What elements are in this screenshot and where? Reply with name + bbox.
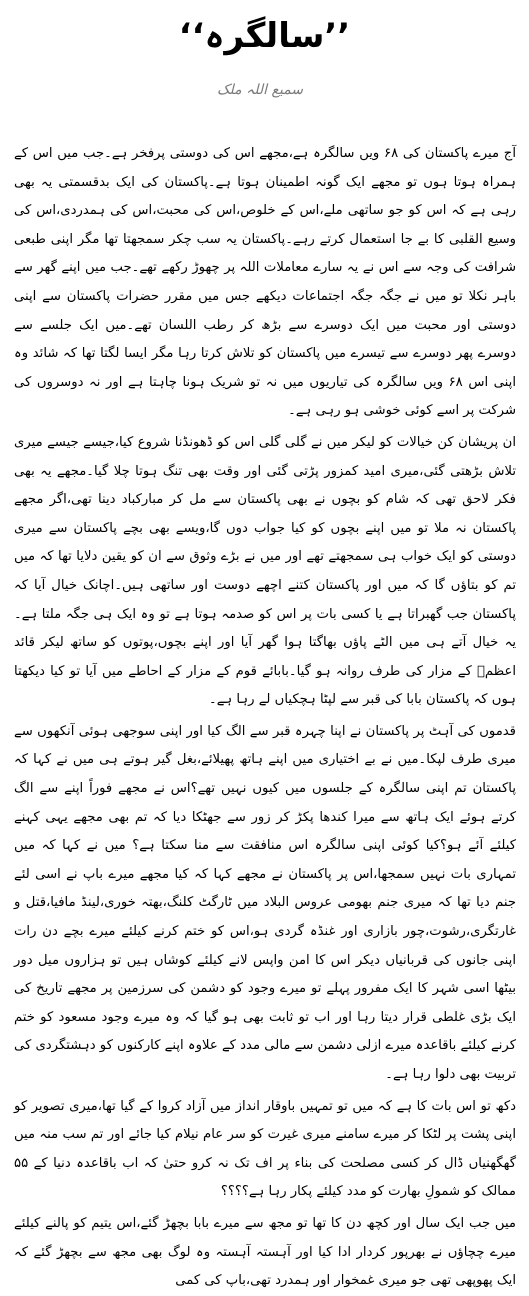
- paragraph-2: ان پریشان کن خیالات کو لیکر میں نے گلی گلی اس کو ڈھونڈنا شروع کیا،جیسے جیسے میری تلاش بڑھتی گئی،میری امید کمزور پڑتی گئی اور وقت بھی تنگ ہوتا چلا گیا۔مجھے یہ بھی فکر لاحق تھی کہ شام کو بچوں نے بھی پاکستان سے مل کر مبارکباد دینا تھی،اگر مجھے پاکستان نہ ملا تو میں اپنے بچوں کو کیا جواب دوں گا،ویسے بھی بچے پاکستان سے میری دوستی کو ایک خواب ہی سمجھتے تھے اور میں نے بڑے وثوق سے ان کو یقین دلایا تھا کہ میں تم کو بتاؤں گا کہ میں اور پاکستان کتنے اچھے دوست اور ساتھی ہیں۔اچانک خیال آیا کہ پاکستان جب گھبراتا ہے یا کسی بات پر اس کو صدمہ ہوتا ہے تو وہ ایک ہی جگہ ملتا ہے۔یہ خیال آتے ہی میں الٹے پاؤں بھاگتا ہوا گھر آیا اور اپنے بچوں،پوتوں کو ساتھ لیکر قائد اعظمؒ کے مزار کی طرف روانہ ہو گیا۔بابائے قوم کے مزار کے احاطے میں آیا تو کیا دیکھتا ہوں کہ پاکستان بابا کی قبر سے لپٹا ہچکیاں لے رہا ہے۔: [14, 434, 516, 708]
- article-title: ’’سالگرہ‘‘: [178, 16, 351, 56]
- paragraph-5: میں جب ایک سال اور کچھ دن کا تھا تو مجھ سے میرے بابا بچھڑ گئے،اس یتیم کو پالنے کیلئے میرے چچاؤں نے بھرپور کردار ادا کیا اور آہستہ آہستہ وہ لوگ بھی مجھ سے بچھڑ گئے کہ ایک پھوپھی تھی جو میری غمخوار اور ہمدرد تھی،باپ کی کمی: [14, 1215, 516, 1289]
- paragraph-4: دکھ تو اس بات کا ہے کہ میں تو تمہیں باوقار انداز میں آزاد کروا کے گیا تھا،میری تصویر کو اپنی پشت پر لٹکا کر میرے سامنے میری غیرت کو سر عام نیلام کیا جائے اور تم سب منہ میں گھگھنیاں ڈال کر کسی مصلحت کی بناء پر اف تک نہ کرو حتیٰ کہ اب باقاعدہ دنیا کے ۵۵ ممالک کو شمولِ بھارت کو مدد کیلئے پکار رہا ہے؟؟؟؟: [14, 1098, 516, 1200]
- paragraph-3: قدموں کی آہٹ پر پاکستان نے اپنا چہرہ قبر سے الگ کیا اور اپنی سوجھی ہوئی آنکھوں سے میری طرف لپکا۔میں نے بے اختیاری میں اپنے ہاتھ پھیلائے،بغل گیر ہوتے ہی میں نے کہا کہ پاکستان تم اپنی سالگرہ کے جلسوں میں کیوں نہیں تھے؟اس نے مجھے فوراً اپنے سے الگ کرتے ہوئے ایک ہاتھ سے میرا کندھا پکڑ کر زور سے جھٹکا دیا کہ تم بھی مجھے یہی کہنے کیلئے آئے ہو؟کیا کوئی اپنی سالگرہ اس منافقت سے منا سکتا ہے؟ میں نے کہا کہ میں تمہاری بات نہیں سمجھا،اس پر پاکستان نے مجھے کہا کہ کیا مجھے میرے باپ نے اسی لئے جنم دیا تھا کہ میری جنم بھومی عروس البلاد میں ٹارگٹ کلنگ،بھتہ خوری،لینڈ مافیا،قتل و غارتگری،رشوت،چور بازاری اور غنڈہ گردی ہو،اس کو ختم کرنے کیلئے میرے بچے دن رات اپنی جانوں کی قربانیاں دیکر اس کا امن واپس لانے کیلئے کوشاں ہیں تو ہزاروں میل دور بیٹھا اسی شہر کا ایک مفرور پہلے تو میرے وجود کو دشمن کی سرزمین پر مجھے تاریخ کی ایک بڑی غلطی قرار دیتا رہا اور اب تو ثابت بھی ہو گیا کہ وہ میرے وجود مسعود کو ختم کرنے کیلئے باقاعدہ میرے ازلی دشمن سے مالی مدد کے علاوہ اپنے کارکنوں کو دہشتگردی کی تربیت بھی دلوا رہا ہے۔: [14, 723, 516, 1082]
- author-byline: سمیع اللہ ملک: [216, 82, 304, 98]
- article-body: [14, 140, 516, 1296]
- paragraph-1: آج میرے پاکستان کی ۶۸ ویں سالگرہ ہے،مجھے اس کی دوستی پرفخر ہے۔جب میں اس کے ہمراہ ہوتا ہوں تو مجھے ایک گونہ اطمینان ہوتا ہے۔پاکستان کی ایک بدقسمتی یہ بھی رہی ہے کہ اس کو جو ساتھی ملے،اس کے خلوص،اس کی محبت،اس کی ہمدردی،اس کی وسیع القلبی کا بے جا استعمال کرتے رہے۔پاکستان یہ سب چکر سمجھتا تھا مگر اپنی طبعی شرافت کی وجہ سے اس نے یہ سارے معاملات اللہ پر چھوڑ رکھے تھے۔جب میں اپنے گھر سے باہر نکلا تو میں نے جگہ جگہ اجتماعات دیکھے جس میں مقرر حضرات پاکستان سے اپنی دوستی اور محبت میں ایک دوسرے سے بڑھ کر رطب اللسان تھے۔میں ایک جلسے سے دوسرے پھر دوسرے سے تیسرے میں پاکستان کو تلاش کرتا رہا مگر ایسا لگتا تھا کہ شائد وہ اپنی اس ۶۸ ویں سالگرہ کی تیاریوں میں نہ تو شریک ہونا چاہتا ہے اور نہ دوسروں کی شرکت پر اسے کوئی خوشی ہو رہی ہے۔: [14, 146, 516, 419]
